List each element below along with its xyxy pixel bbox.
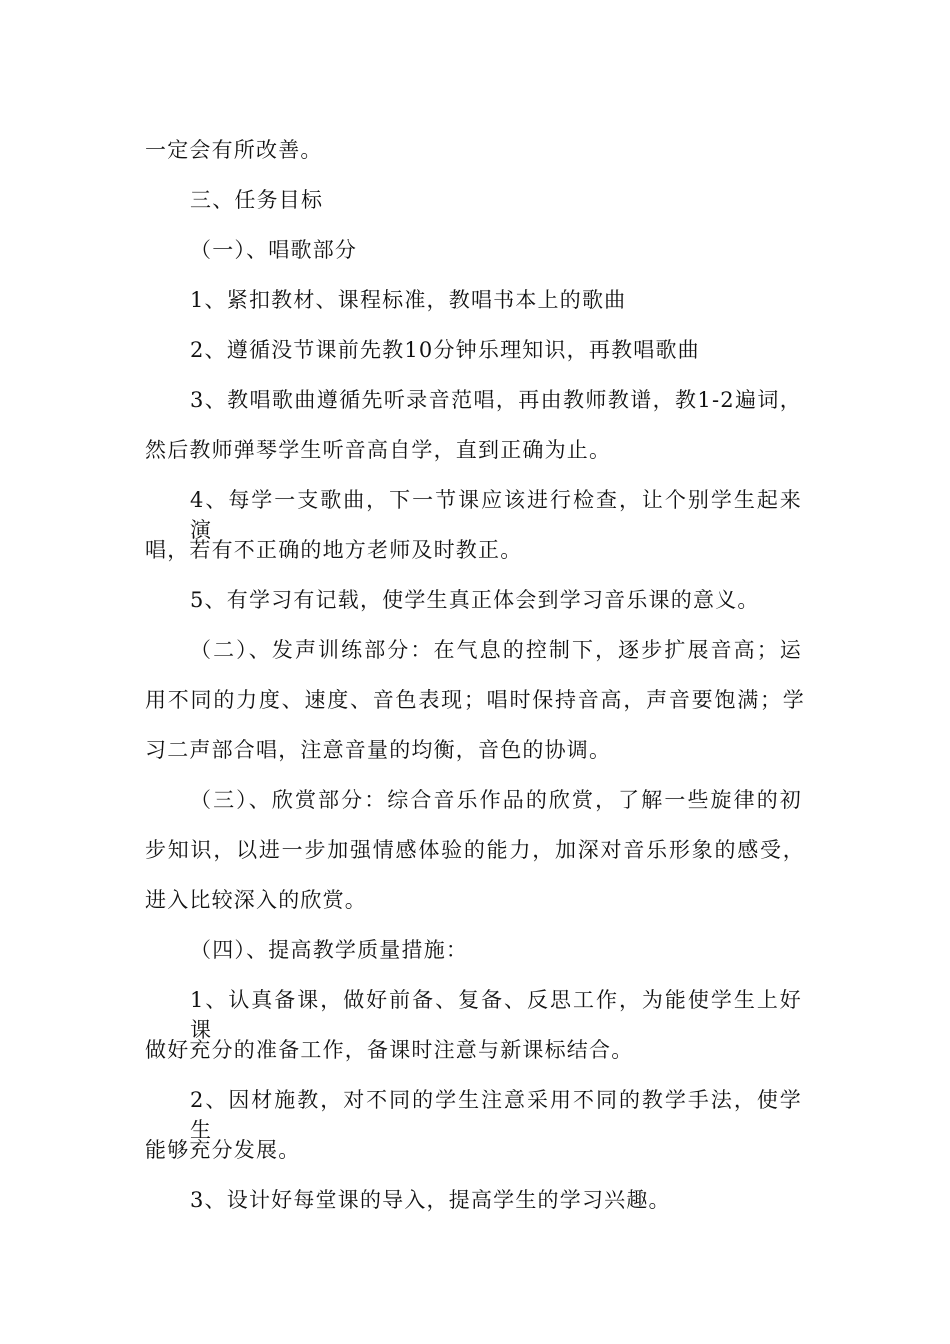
subsection-heading: （一）、唱歌部分 <box>190 238 358 262</box>
list-item: 3、教唱歌曲遵循先听录音范唱，再由教师教谱，教1-2遍词， <box>190 388 802 412</box>
paragraph-line: 唱，若有不正确的地方老师及时教正。 <box>145 538 523 562</box>
list-item: 3、设计好每堂课的导入，提高学生的学习兴趣。 <box>190 1188 671 1212</box>
list-item: 2、因材施教，对不同的学生注意采用不同的教学手法，使学生 <box>190 1088 802 1142</box>
list-item: 1、认真备课，做好前备、复备、反思工作，为能使学生上好课 <box>190 988 802 1042</box>
list-item: 1、紧扣教材、课程标准，教唱书本上的歌曲 <box>190 288 627 312</box>
subsection-heading: （二）、发声训练部分：在气息的控制下，逐步扩展音高；运 <box>190 638 802 662</box>
paragraph-line: 能够充分发展。 <box>145 1138 301 1162</box>
list-item: 4、每学一支歌曲，下一节课应该进行检查，让个别学生起来演 <box>190 488 802 542</box>
subsection-heading: （四）、提高教学质量措施： <box>190 938 469 962</box>
paragraph-line: 习二声部合唱，注意音量的均衡，音色的协调。 <box>145 738 612 762</box>
list-item: 5、有学习有记载，使学生真正体会到学习音乐课的意义。 <box>190 588 760 612</box>
section-heading: 三、任务目标 <box>190 188 324 212</box>
paragraph-line: 一定会有所改善。 <box>145 138 323 162</box>
list-item: 2、遵循没节课前先教10分钟乐理知识，再教唱歌曲 <box>190 338 700 362</box>
paragraph-line: 进入比较深入的欣赏。 <box>145 888 367 912</box>
subsection-heading: （三）、欣赏部分：综合音乐作品的欣赏，了解一些旋律的初 <box>190 788 802 812</box>
paragraph-line: 然后教师弹琴学生听音高自学，直到正确为止。 <box>145 438 612 462</box>
paragraph-line: 步知识，以进一步加强情感体验的能力，加深对音乐形象的感受， <box>145 838 805 862</box>
paragraph-line: 用不同的力度、速度、音色表现；唱时保持音高，声音要饱满；学 <box>145 688 805 712</box>
paragraph-line: 做好充分的准备工作，备课时注意与新课标结合。 <box>145 1038 634 1062</box>
